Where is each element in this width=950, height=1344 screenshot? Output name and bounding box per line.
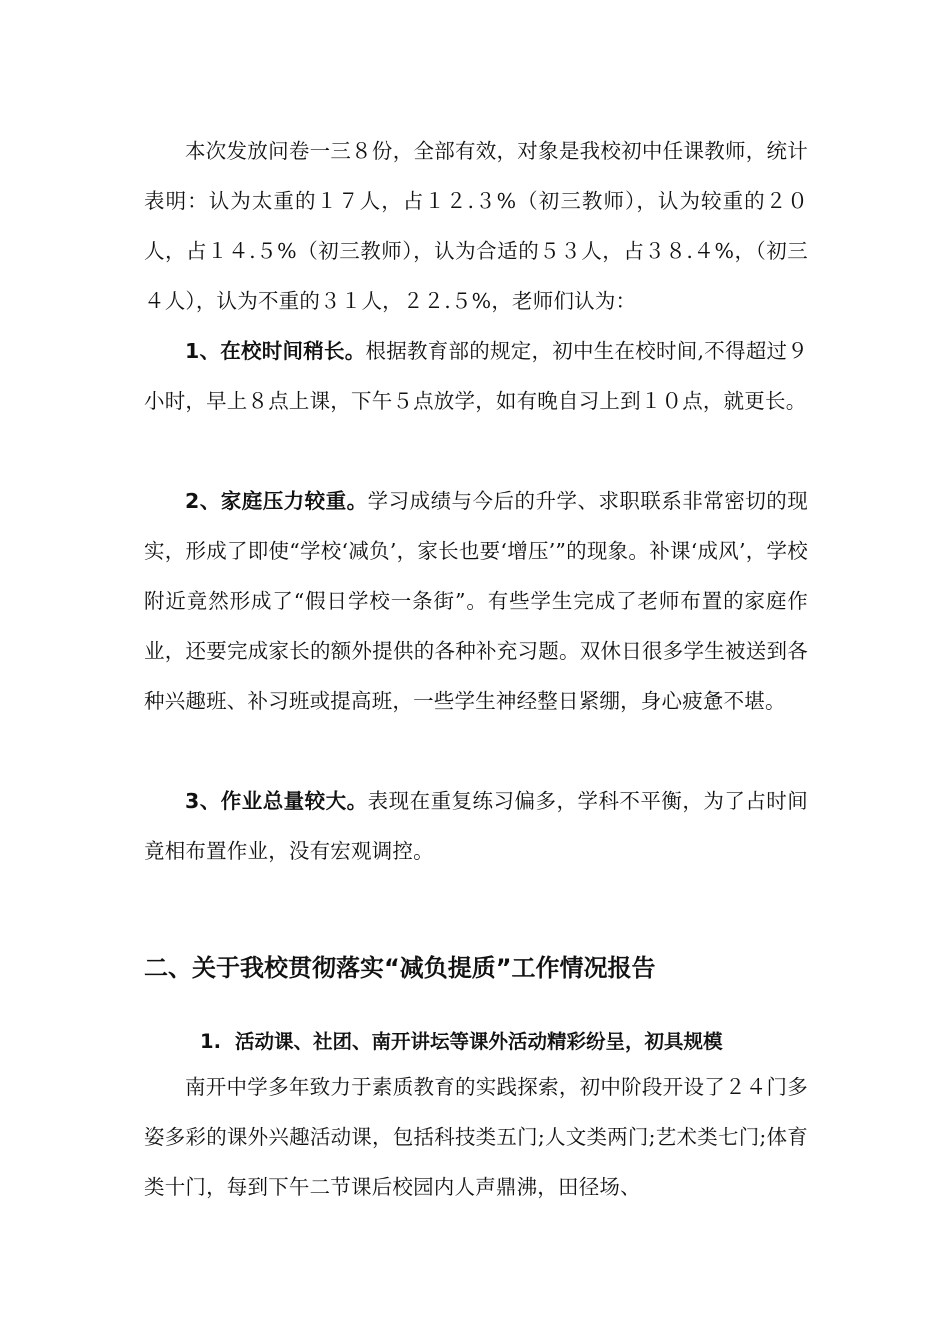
section-2-subheading: [200, 1022, 820, 1062]
item-3-body: 表现在重复练习偏多，学科不平衡，为了占时间竟相布置作业，没有宏观调控。: [144, 789, 808, 863]
item-1-lead: 1、在校时间稍长。: [185, 339, 366, 363]
survey-paragraph: [144, 126, 808, 326]
item-1-body: 根据教育部的规定，初中生在校时间,不得超过９小时，早上８点上课，下午５点放学，如有晚自习上到１０点，就更长。: [144, 339, 808, 413]
item-3-paragraph: [144, 776, 808, 876]
survey-text: 本次发放问卷一三８份，全部有效，对象是我校初中任课教师，统计表明：认为太重的１７人，占１２.３%（初三教师），认为较重的２０人，占１４.５%（初三教师），认为合适的５３人，占３８.４%，（初三４人），认为不重的３１人，２２.５%，老师们认为：: [144, 139, 808, 313]
section-2-heading: 二、关于我校贯彻落实“减负提质”工作情况报告: [144, 954, 656, 982]
subheading-title: 活动课、社团、南开讲坛等课外活动精彩纷呈，初具规模: [234, 1030, 723, 1053]
section-2-body-text: 南开中学多年致力于素质教育的实践探索，初中阶段开设了２４门多姿多彩的课外兴趣活动课，包括科技类五门;人文类两门;艺术类七门;体育类十门，每到下午二节课后校园内人声鼎沸，田径场、: [144, 1075, 808, 1199]
item-3-lead: 3、作业总量较大。: [185, 789, 368, 813]
item-2-paragraph: [144, 476, 808, 726]
item-2-body: 学习成绩与今后的升学、求职联系非常密切的现实，形成了即使“学校‘减负’，家长也要‘增压’”的现象。补课‘成风’，学校附近竟然形成了“假日学校一条街”。有些学生完成了老师布置的家庭作业，还要完成家长的额外提供的各种补充习题。双休日很多学生被送到各种兴趣班、补习班或提高班，一些学生神经整日紧绷，身心疲惫不堪。: [144, 489, 808, 713]
subheading-number: 1.: [200, 1030, 221, 1053]
item-2-lead: 2、家庭压力较重。: [185, 489, 368, 513]
item-1-paragraph: [144, 326, 808, 426]
section-2-body-paragraph: [144, 1062, 808, 1212]
